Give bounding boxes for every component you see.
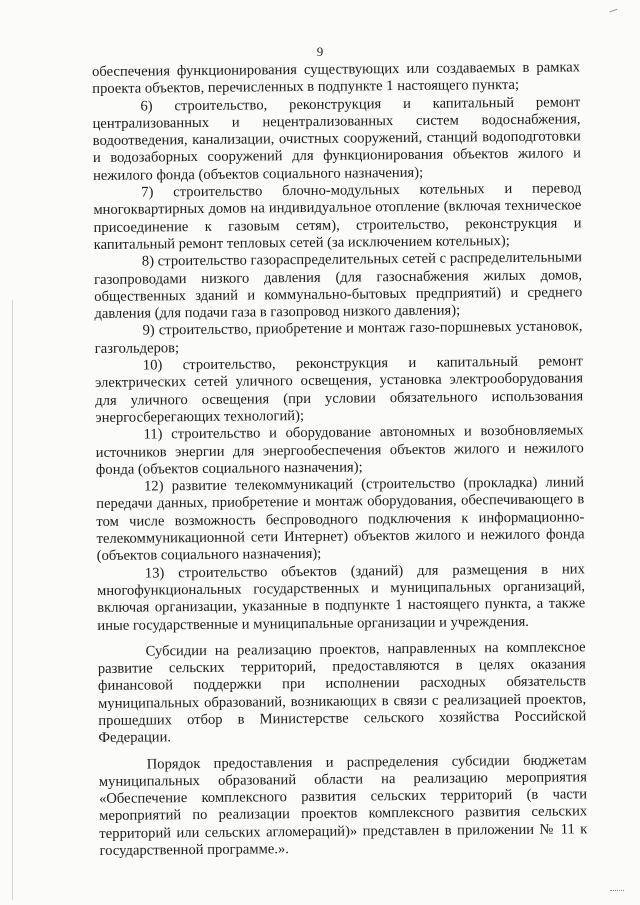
scan-mark-bottom xyxy=(610,890,624,893)
list-item-10: 10) строительство, реконструкция и капитальный ремонт электрических сетей уличного освещения, установка электрооборудования для уличного освещения (при условии обязательного использования энергосберегающих технологий); xyxy=(94,353,584,426)
list-item-12: 12) развитие телекоммуникаций (строительство (прокладка) линий передачи данных, приобретение и монтаж оборудования, обеспечивающего в том числе возможность беспроводного подключения к информационно-телекоммуникационной сети Интернет) объектов жилого и нежилого фонда (объектов социального назначения); xyxy=(96,474,585,565)
list-item-7: 7) строительство блочно-модульных котельных и перевод многоквартирных домов на индивидуальное отопление (включая техническое присоединение к газовым сетям), строительство, реконструкция и капитальный ремонт тепловых сетей (за исключением котельных); xyxy=(93,180,582,253)
list-item-11: 11) строительство и оборудование автономных и возобновляемых источников энергии для энергообеспечения объектов жилого и нежилого фонда (объектов социального назначения); xyxy=(95,422,584,478)
list-item-8: 8) строительство газораспределительных сетей с распределительными газопроводами низкого давления (для газоснабжения жилых домов, общественных зданий и коммунально-бытовых предприятий) и среднего давления (для подачи газа в газопровод низкого давления); xyxy=(93,249,583,323)
scan-edge-line xyxy=(12,300,13,900)
paragraph-subsidies: Субсидии на реализацию проектов, направленных на комплексное развитие сельских территорий, предоставляются в целях оказания финансовой поддержки при исполнении расходных обязательств муниципальных образований, возникающих в связи с реализацией проектов, прошедших отбор в Министерстве сельского хозяйства Российской Федерации. xyxy=(97,639,587,747)
document-body xyxy=(92,59,588,860)
paragraph-continuation: обеспечения функционирования существующих или создаваемых в рамках проекта объектов, перечисленных в подпункте 1 настоящего пункта; xyxy=(92,59,581,98)
scan-mark xyxy=(609,9,618,16)
list-item-6: 6) строительство, реконструкция и капитальный ремонт централизованных и нецентрализованных систем водоснабжения, водоотведения, канализации, очистных сооружений, станций водоподготовки и водозаборных сооружений для функционирования объектов жилого и нежилого фонда (объектов социального назначения); xyxy=(92,93,581,184)
page-number: 9 xyxy=(316,44,324,59)
list-item-9: 9) строительство, приобретение и монтаж газо-поршневых установок, газгольдеров; xyxy=(94,318,583,357)
paragraph-procedure: Порядок предоставления и распределения субсидии бюджетам муниципальных образований области на реализацию мероприятия «Обеспечение комплексного развития сельских территорий (в части мероприятий по реализации проектов комплексного развития сельских территорий или сельских агломераций)» представлен в приложении № 11 к государственной программе.». xyxy=(98,751,588,860)
list-item-13: 13) строительство объектов (зданий) для размещения в них многофункциональных государственных и муниципальных организаций, включая организации, указанные в подпункте 1 настоящего пункта, а также иные государственные и муниципальные организации и учреждения. xyxy=(96,560,586,634)
